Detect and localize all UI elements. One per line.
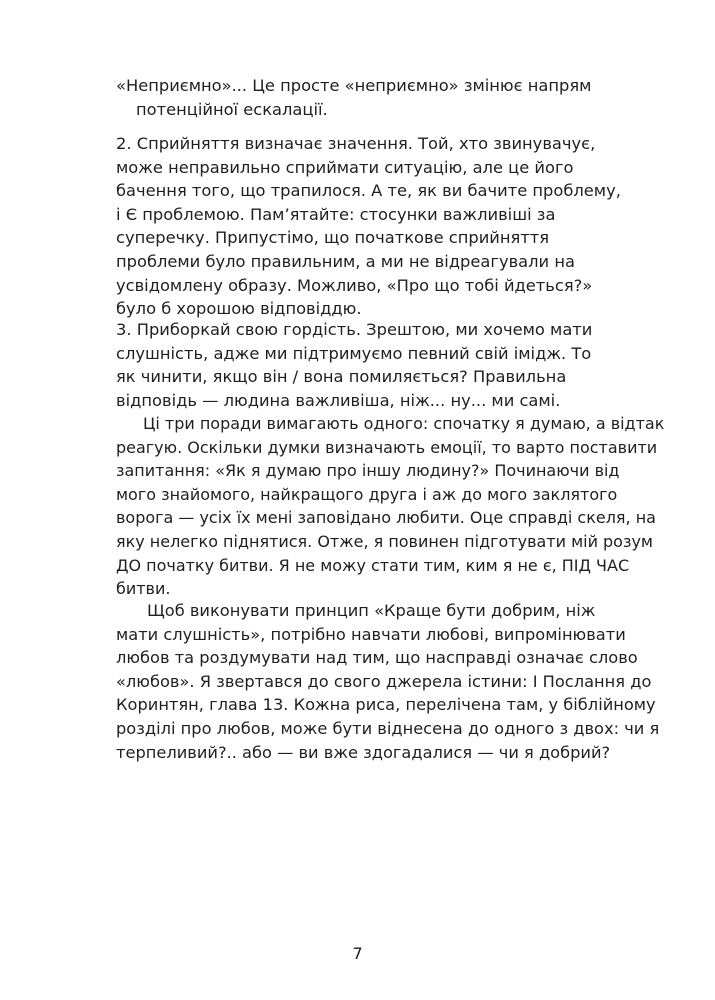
text-line: Щоб виконувати принцип «Краще бути добрим, ніж xyxy=(147,601,596,620)
paragraph-2 xyxy=(116,132,621,321)
text-line: було б хорошою відповіддю. xyxy=(116,299,362,319)
text-line: яку нелегко піднятися. Отже, я повинен підготувати мій розум xyxy=(116,531,653,551)
paragraph-5 xyxy=(116,599,659,764)
text-line: розділі про любов, може бути віднесена до одного з двох: чи я xyxy=(116,718,660,738)
text-line: реагую. Оскільки думки визначають емоції, то варто поставити xyxy=(116,437,658,457)
paragraph-4 xyxy=(116,412,664,601)
text-line: усвідомлену образу. Можливо, «Про що тобі йдеться?» xyxy=(116,275,593,295)
text-line: слушність, адже ми підтримуємо певний свій імідж. То xyxy=(116,343,592,363)
text-line: бачення того, що трапилося. А те, як ви бачите проблему, xyxy=(116,181,621,201)
text-line: може неправильно сприймати ситуацію, але це його xyxy=(116,157,574,177)
paragraph-1 xyxy=(116,74,591,121)
text-line: запитання: «Як я думаю про іншу людину?» Починаючи від xyxy=(116,461,620,481)
text-line: битви. xyxy=(116,579,171,599)
text-line: відповідь — людина важливіша, ніж... ну... ми самі. xyxy=(116,390,561,410)
text-line: терпеливий?.. або — ви вже здогадалися — чи я добрий? xyxy=(116,742,611,762)
text-line: як чинити, якщо він / вона помиляється? Правильна xyxy=(116,367,567,387)
text-line: Ці три поради вимагають одного: спочатку я думаю, а відтак xyxy=(143,414,665,433)
text-line: ворога — усіх їх мені заповідано любити. Оце справді скеля, на xyxy=(116,508,656,528)
text-line: ДО початку битви. Я не можу стати тим, ким я не є, ПІД ЧАС xyxy=(116,555,630,575)
text-line: 3. Приборкай свою гордість. Зрештою, ми хочемо мати xyxy=(116,320,593,339)
page-number: 7 xyxy=(352,944,363,963)
text-line: любов та роздумувати над тим, що насправді означає слово xyxy=(116,648,638,668)
text-line: «Неприємно»... Це просте «неприємно» змінює напрям xyxy=(116,76,592,95)
text-line: Коринтян, глава 13. Кожна риса, перелічена там, у біблійному xyxy=(116,695,656,715)
text-line: і Є проблемою. Пам’ятайте: стосунки важливіші за xyxy=(116,204,556,224)
text-line: «любов». Я звертався до свого джерела істини: І Послання до xyxy=(116,671,652,691)
text-line: мого знайомого, найкращого друга і аж до мого заклятого xyxy=(116,484,618,504)
text-line: 2. Сприйняття визначає значення. Той, хто звинувачує, xyxy=(116,134,596,153)
text-line: проблеми було правильним, а ми не відреагували на xyxy=(116,251,575,271)
text-line: потенційної ескалації. xyxy=(136,99,328,119)
paragraph-3 xyxy=(116,318,592,412)
text-line: мати слушність», потрібно навчати любові, випромінювати xyxy=(116,624,626,644)
text-line: суперечку. Припустімо, що початкове сприйняття xyxy=(116,228,550,248)
